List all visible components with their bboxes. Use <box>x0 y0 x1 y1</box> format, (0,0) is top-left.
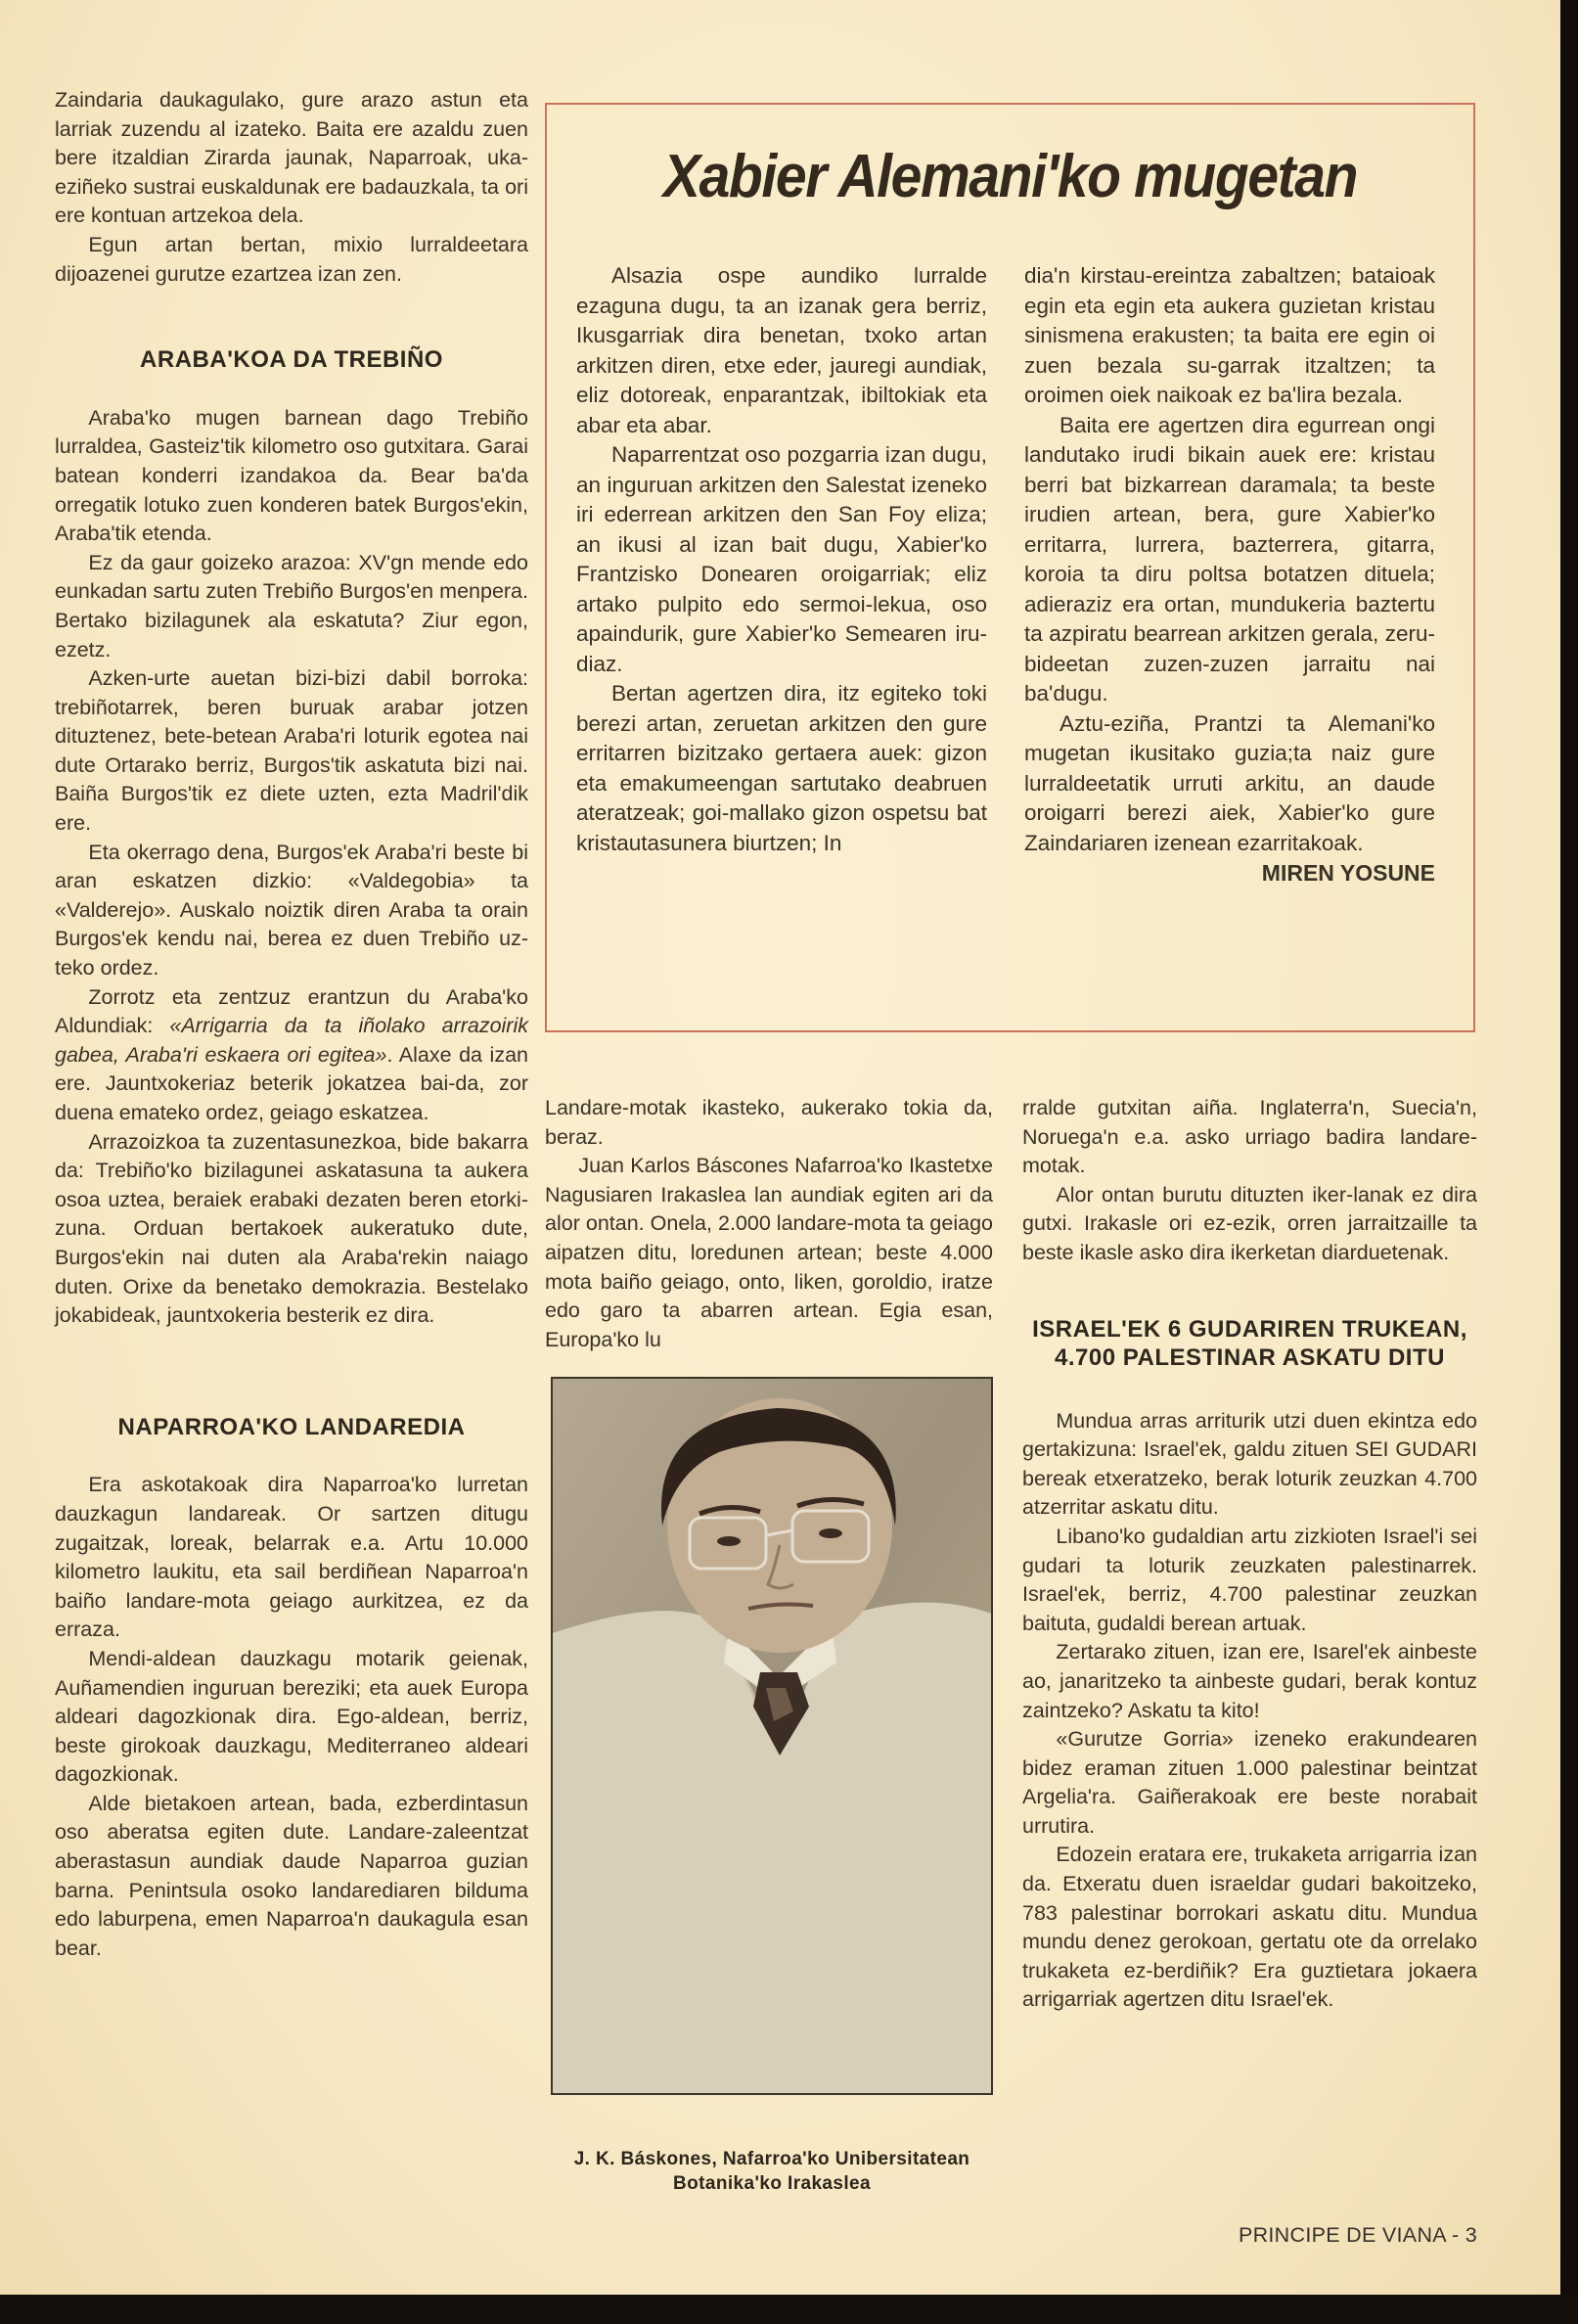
page-binding-edge <box>1560 0 1578 2324</box>
closing-text: Aztu-eziña, Prantzi ta Alemani'ko mugetan ikusitako guzia;ta naiz gure lurraldeetatik urruti arkitu, an daude oroigarri berezi aiek, Xabier'ko gure Zaindariaren izenean ezarritakoak. <box>1024 710 1435 855</box>
box-column-right <box>1024 261 1435 889</box>
intro-paragraph: Egun artan bertan, mixio lurraldeetara dijoazenei gurutze ezartzea izan zen. <box>55 232 528 286</box>
body-paragraph: Mundua arras arriturik utzi duen ekintza edo gertakizuna: Israel'ek, galdu zituen SEI GUDARI bereak etxeratzeko, berak loturik zeuzkan 4.700 atzerritar askatu ditu. <box>1022 1408 1477 1520</box>
box-column-left <box>576 261 987 858</box>
body-paragraph: Libano'ko gudaldian artu zizkioten Israel'i sei gudari ta loturik zeuzkaten palestinarrek. Israel'ek, berriz, 4.700 palestinar zeuzkan baituta, gudaldi berean artuak. <box>1022 1524 1477 1635</box>
quote-tail: . Alaxe da izan ere. Jauntxokeriaz beterik jokatzea bai-da, zor duena emateko ordez, geiago eskatzea. <box>55 1042 528 1124</box>
portrait-photo <box>551 1377 993 2095</box>
quoted-statement: «Arrigarria da ta iñolako arrazoirik gabea, Araba'ri eskaera ori egitea» <box>55 1014 528 1067</box>
body-paragraph: Azken-urte auetan bizi-bizi dabil borroka: trebiñotarrek, beren buruak arabar jotzen dituztenez, bete-betean Araba'ri loturik egotea nai dute Ortarako berriz, Burgos'tik askatuta bizi nai. Baiña Burgos'tik ez diete uzten, ezta Madril'dik ere. <box>55 666 528 836</box>
section-heading-israel: ISRAEL'EK 6 GUDARIREN TRUKEAN, 4.700 PALESTINAR ASKATU DITU <box>1032 1315 1467 1371</box>
body-paragraph: «Gurutze Gorria» izeneko erakundearen bidez eraman zituen 1.000 palestinar beintzat Argelia'ra. Gaiñerakoak ere beste norabait urrutira. <box>1022 1727 1477 1838</box>
middle-column <box>545 1094 993 1354</box>
caption-line-1: J. K. Báskones, Nafarroa'ko Unibersitatean <box>573 2149 970 2169</box>
caption-line-2: Botanika'ko Irakaslea <box>673 2173 871 2194</box>
body-paragraph: Eta okerrago dena, Burgos'ek Araba'ri beste bi aran eskatzen dizkio: «Valdegobia» ta «Valderejo». Auskalo noiztik diren Araba ta orain Burgos'ek kendu nai, berea ez duen Trebiño uzteko ordez. <box>55 840 528 980</box>
portrait-illustration <box>553 1379 991 2093</box>
continuation-paragraph: Landare-motak ikasteko, aukerako tokia da, beraz. <box>545 1096 993 1149</box>
quote-paragraph <box>55 983 528 1128</box>
article-title: Xabier Alemani'ko mugetan <box>662 143 1358 210</box>
body-paragraph: Edozein eratara ere, trukaketa arrigarria izan da. Etxeratu duen israeldar gudari bakoitzeko, 783 palestinar borrokari askatu ditu. Mundua mundu denez gerokoan, gertatu ote da orrelako trukaketa ez-berdiñik? Era guztietara jokaera arrigarriak agertzen ditu Israel'ek. <box>1022 1843 1477 2012</box>
body-paragraph: Arrazoizkoa ta zuzentasunezkoa, bide bakarra da: Trebiño'ko bizilagunei askatasuna ta aukera osoa uztea, beraiek erabaki dezaten beren etorkizuna. Orduan bertakoek aukeratuko dute, Burgos'ekin nai duten ala Araba'rekin naiago duten. Orixe da benetako demokrazia. Bestelako jokabideak, jauntxokeria besterik ez dira. <box>55 1129 528 1328</box>
body-paragraph: dia'n kirstau-ereintza zabaltzen; bataioak egin eta egin eta aukera guzietan kristau sinismena erakusten; ta baita ere egin oi zuen bezala su-garrak itzaltzen; ta oroimen oiek naikoak ez ba'lira bezala. <box>1024 263 1435 407</box>
page-footer: PRINCIPE DE VIANA - 3 <box>1238 2223 1477 2247</box>
body-paragraph: Zertarako zituen, izan ere, Isarel'ek ainbeste ao, janaritzeko ta ainbeste gudari, berak kontuz zaintzeko? Askatu ta kito! <box>1022 1640 1477 1722</box>
body-paragraph: Bertan agertzen dira, itz egiteko toki berezi artan, zeruetan arkitzen den gure erritarren bizitzako gertaera auek: gizon eta emakumeengan sartutako deabruen ateratzeak; goi-mallako gizon ospetsu bat kristautasunera biurtzen; In <box>576 681 987 855</box>
page-bottom-edge <box>0 2295 1578 2324</box>
body-paragraph: Araba'ko mugen barnean dago Trebiño lurraldea, Gasteiz'tik kilometro oso gutxitara. Garai batean konderri izandakoa da. Bear ba'da orregatik lotuko zuen konderen batek Burgos'ekin, Araba'tik etenda. <box>55 405 528 546</box>
left-column <box>55 86 528 1963</box>
body-paragraph: Juan Karlos Báscones Nafarroa'ko Ikastetxe Nagusiaren Irakaslea lan aundiak egiten ari da alor ontan. Onela, 2.000 landare-mota ta geiago aipatzen ditu, loredunen artean; beste 4.000 mota baiño geiago, onto, liken, goroldio, iratze edo garo ta abarren artean. Egia esan, Europa'ko lu <box>545 1154 993 1351</box>
body-paragraph: Baita ere agertzen dira egurrean ongi landutako irudi bikain auek ere: kristau berri bat bizkarrean daramala; ta beste irudien artean, bera, gure Xabier'ko erritarra, lurrera, bazterrera, gitarra, koroia ta diru poltsa botatzen dituela; adieraziz era ortan, mundukeria baztertu ta azpiratu bearrean arkitzen gerala, zeru-bideetan zuzen-zuzen jarraitu nai ba'dugu. <box>1024 412 1435 706</box>
section-heading-landaredia: NAPARROA'KO LANDAREDIA <box>117 1413 466 1440</box>
body-paragraph: Alor ontan burutu dituzten iker-lanak ez dira gutxi. Irakasle ori ez-ezik, orren jarraitzaille ta beste ikasle asko dira ikerketan diarduetenak. <box>1022 1182 1477 1264</box>
body-paragraph <box>1024 709 1435 886</box>
boxed-article <box>545 103 1475 1032</box>
photo-caption <box>540 2147 1004 2196</box>
author-byline: MIREN YOSUNE <box>1261 860 1435 886</box>
body-paragraph: Alsazia ospe aundiko lurralde ezaguna dugu, ta an izanak gera berriz, Ikusgarriak dira benetan, txoko artan arkitzen diren, etxe eder, jauregi aundiak, eliz dotoreak, enparantzak, ibiltokiak eta abar eta abar. <box>576 263 987 437</box>
section-heading-trebino: ARABA'KOA DA TREBIÑO <box>140 346 443 374</box>
quote-lead: Zorrotz eta zentzuz erantzun du Araba'ko Aldundiak: <box>55 984 528 1038</box>
body-paragraph: Era askotakoak dira Naparroa'ko lurretan dauzkagun landareak. Or sartzen ditugu zugaitzak, loreak, belarrak e.a. Artu 10.000 kilometro laukitu, eta sail berdiñean Naparroa'n baiño landare-mota geiago aurkitzea, ez da erraza. <box>55 1473 528 1642</box>
body-paragraph: Ez da gaur goizeko arazoa: XV'gn mende edo eunkadan sartu zuten Trebiño Burgos'en menpera. Bertako bizilagunek ala eskatuta? Ziur egon, ezetz. <box>55 550 528 661</box>
continuation-paragraph: rralde gutxitan aiña. Inglaterra'n, Suecia'n, Noruega'n e.a. asko urriago badira landare-motak. <box>1022 1096 1477 1178</box>
right-column <box>1022 1094 1477 2015</box>
body-paragraph: Alde bietakoen artean, bada, ezberdintasun oso aberatsa egiten dute. Landare-zaleentzat aberastasun aundiak daude Naparroa guzian barna. Penintsula osoko landarediaren bilduma edo laburpena, emen Naparroa'n daukagula esan bear. <box>55 1791 528 1960</box>
intro-paragraph: Zaindaria daukagulako, gure arazo astun eta larriak zuzendu al izateko. Baita ere azaldu zuen bere itzaldian Zirarda jaunak, Naparroak, uka-eziñeko sustrai euskaldunak ere badauzkala, ta ori ere kontuan artzekoa dela. <box>55 88 528 228</box>
body-paragraph: Naparrentzat oso pozgarria izan dugu, an inguruan arkitzen den Salestat izeneko iri ederrean arkitzen den San Foy eliza; an ikusi al izan bait dugu, Xabier'ko Frantzisko Donearen oroigarriak; eliz artako pulpito edo sermoi-lekua, oso apaindurik, gure Xabier'ko Semearen irudiaz. <box>576 442 987 676</box>
body-paragraph: Mendi-aldean dauzkagu motarik geienak, Auñamendien inguruan bereziki; eta auek Europa aldeari dagozkionak dira. Ego-aldean, berriz, beste girokoak dauzkagu, Mediterraneo aldeari dagozkionak. <box>55 1646 528 1787</box>
